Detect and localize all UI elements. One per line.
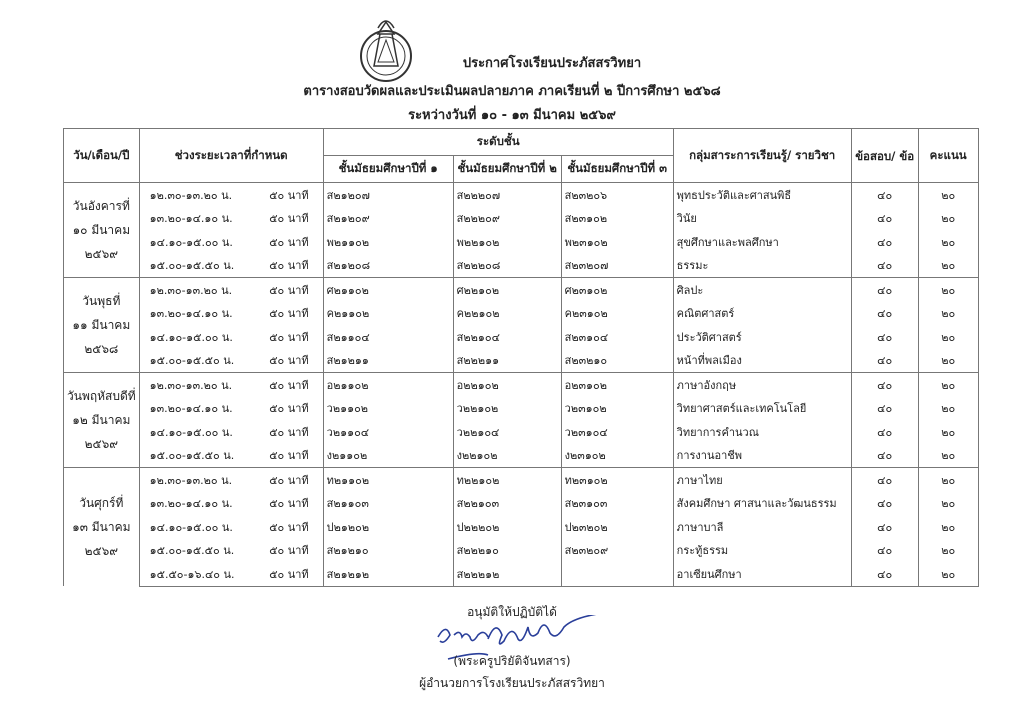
m1-code: ส๒๑๑๐๔: [323, 325, 453, 349]
score: ๒๐: [918, 230, 978, 254]
score: ๒๐: [918, 349, 978, 373]
score: ๒๐: [918, 444, 978, 468]
exam-date: [64, 183, 140, 278]
time-slot: ๑๕.๐๐-๑๕.๕๐ น.: [139, 444, 248, 468]
date-day: วันพุธที่: [82, 294, 121, 308]
score: ๒๐: [918, 207, 978, 231]
exam-schedule-table: [63, 128, 979, 587]
table-row: [64, 230, 979, 254]
score: ๒๐: [918, 302, 978, 326]
duration: ๕๐ นาที: [248, 420, 323, 444]
m1-code: ง๒๑๑๐๒: [323, 444, 453, 468]
m2-code: ท๒๒๑๐๒: [453, 468, 561, 492]
subject: สังคมศึกษา ศาสนาและวัฒนธรรม: [673, 492, 851, 516]
item-count: ๔๐: [851, 515, 918, 539]
m3-code: [561, 562, 673, 586]
m1-code: ส๒๑๒๑๒: [323, 562, 453, 586]
m2-code: ส๒๒๒๐๙: [453, 207, 561, 231]
document-title: ตารางสอบวัดผลและประเมินผลปลายภาค ภาคเรียนที่ ๒ ปีการศึกษา ๒๕๖๘: [303, 84, 721, 99]
duration: ๕๐ นาที: [248, 492, 323, 516]
duration: ๕๐ นาที: [248, 207, 323, 231]
signatory-name: (พระครูปริยัติจันทสาร): [453, 654, 571, 668]
date-day: วันพฤหัสบดีที่: [67, 389, 136, 403]
duration: ๕๐ นาที: [248, 349, 323, 373]
m1-code: ว๒๑๑๐๔: [323, 420, 453, 444]
subject: หน้าที่พลเมือง: [673, 349, 851, 373]
date-year: ๒๕๖๘: [84, 342, 119, 356]
m2-code: ส๒๒๑๐๔: [453, 325, 561, 349]
table-row: [64, 254, 979, 278]
m2-code: ส๒๒๑๐๓: [453, 492, 561, 516]
m3-code: ส๒๓๒๑๐: [561, 349, 673, 373]
item-count: ๔๐: [851, 325, 918, 349]
m1-code: ส๒๑๒๑๐: [323, 539, 453, 563]
score: ๒๐: [918, 420, 978, 444]
col-items: ข้อสอบ/ ข้อ: [851, 129, 918, 183]
m1-code: ค๒๑๑๐๒: [323, 302, 453, 326]
duration: ๕๐ นาที: [248, 539, 323, 563]
m1-code: ท๒๑๑๐๒: [323, 468, 453, 492]
col-m2: ชั้นมัธยมศึกษาปีที่ ๒: [453, 156, 561, 183]
subject: การงานอาชีพ: [673, 444, 851, 468]
m3-code: ศ๒๓๑๐๒: [561, 278, 673, 302]
m3-code: ส๒๓๒๐๙: [561, 539, 673, 563]
col-m3: ชั้นมัธยมศึกษาปีที่ ๓: [561, 156, 673, 183]
table-row: [64, 539, 979, 563]
subject: ภาษาอังกฤษ: [673, 373, 851, 397]
duration: ๕๐ นาที: [248, 562, 323, 586]
item-count: ๔๐: [851, 302, 918, 326]
subject: อาเซียนศึกษา: [673, 562, 851, 586]
m2-code: ง๒๒๑๐๒: [453, 444, 561, 468]
duration: ๕๐ นาที: [248, 444, 323, 468]
m3-code: ส๒๓๒๐๗: [561, 254, 673, 278]
table-row: [64, 325, 979, 349]
item-count: ๔๐: [851, 349, 918, 373]
score: ๒๐: [918, 562, 978, 586]
time-slot: ๑๓.๒๐-๑๔.๑๐ น.: [139, 207, 248, 231]
table-row: [64, 302, 979, 326]
m2-code: อ๒๒๑๐๒: [453, 373, 561, 397]
subject: ภาษาไทย: [673, 468, 851, 492]
m1-code: ส๒๑๒๐๘: [323, 254, 453, 278]
table-row: [64, 562, 979, 586]
item-count: ๔๐: [851, 397, 918, 421]
subject: วิทยาศาสตร์และเทคโนโลยี: [673, 397, 851, 421]
time-slot: ๑๒.๓๐-๑๓.๒๐ น.: [139, 373, 248, 397]
m2-code: ว๒๒๑๐๔: [453, 420, 561, 444]
duration: ๕๐ นาที: [248, 515, 323, 539]
m2-code: ส๒๒๒๑๑: [453, 349, 561, 373]
m3-code: ว๒๓๑๐๒: [561, 397, 673, 421]
duration: ๕๐ นาที: [248, 373, 323, 397]
time-slot: ๑๒.๓๐-๑๓.๒๐ น.: [139, 183, 248, 207]
score: ๒๐: [918, 539, 978, 563]
item-count: ๔๐: [851, 230, 918, 254]
duration: ๕๐ นาที: [248, 183, 323, 207]
item-count: ๔๐: [851, 562, 918, 586]
item-count: ๔๐: [851, 444, 918, 468]
time-slot: ๑๕.๐๐-๑๕.๕๐ น.: [139, 349, 248, 373]
table-row: [64, 515, 979, 539]
duration: ๕๐ นาที: [248, 302, 323, 326]
table-row: [64, 183, 979, 207]
m2-code: ส๒๒๒๐๘: [453, 254, 561, 278]
m2-code: ส๒๒๒๑๒: [453, 562, 561, 586]
m1-code: ส๒๑๒๑๑: [323, 349, 453, 373]
score: ๒๐: [918, 468, 978, 492]
m3-code: ส๒๓๑๐๓: [561, 492, 673, 516]
table-row: [64, 207, 979, 231]
m1-code: ส๒๑๑๐๓: [323, 492, 453, 516]
time-slot: ๑๔.๑๐-๑๕.๐๐ น.: [139, 230, 248, 254]
m3-code: อ๒๓๑๐๒: [561, 373, 673, 397]
m3-code: ว๒๓๑๐๔: [561, 420, 673, 444]
duration: ๕๐ นาที: [248, 325, 323, 349]
date-date: ๑๓ มีนาคม: [72, 520, 131, 534]
subject: ศิลปะ: [673, 278, 851, 302]
exam-date: [64, 373, 140, 468]
m3-code: ท๒๓๑๐๒: [561, 468, 673, 492]
subject: วิทยาการคำนวณ: [673, 420, 851, 444]
exam-date: [64, 278, 140, 373]
item-count: ๔๐: [851, 468, 918, 492]
item-count: ๔๐: [851, 278, 918, 302]
date-day: วันอังคารที่: [72, 199, 130, 213]
col-score: คะแนน: [918, 129, 978, 183]
score: ๒๐: [918, 254, 978, 278]
score: ๒๐: [918, 183, 978, 207]
item-count: ๔๐: [851, 254, 918, 278]
score: ๒๐: [918, 515, 978, 539]
date-date: ๑๑ มีนาคม: [72, 318, 131, 332]
m2-code: ป๒๒๒๐๒: [453, 515, 561, 539]
m3-code: ป๒๓๒๐๒: [561, 515, 673, 539]
exam-date: [64, 468, 140, 587]
m1-code: ศ๒๑๑๐๒: [323, 278, 453, 302]
m3-code: ส๒๓๑๐๒: [561, 207, 673, 231]
m3-code: ค๒๓๑๐๒: [561, 302, 673, 326]
table-row: [64, 420, 979, 444]
subject: ธรรมะ: [673, 254, 851, 278]
table-row: [64, 492, 979, 516]
subject: ภาษาบาลี: [673, 515, 851, 539]
m2-code: ศ๒๒๑๐๒: [453, 278, 561, 302]
m1-code: ส๒๑๒๐๗: [323, 183, 453, 207]
signatory-position: ผู้อำนวยการโรงเรียนประภัสสรวิทยา: [419, 676, 605, 690]
col-date: วัน/เดือน/ปี: [64, 129, 140, 183]
subject: คณิตศาสตร์: [673, 302, 851, 326]
score: ๒๐: [918, 397, 978, 421]
duration: ๕๐ นาที: [248, 230, 323, 254]
exam-period: ระหว่างวันที่ ๑๐ - ๑๓ มีนาคม ๒๕๖๙: [408, 108, 616, 123]
m2-code: พ๒๒๑๐๒: [453, 230, 561, 254]
m3-code: ส๒๓๒๐๖: [561, 183, 673, 207]
col-level: ระดับชั้น: [323, 129, 673, 156]
subject: วินัย: [673, 207, 851, 231]
m2-code: ว๒๒๑๐๒: [453, 397, 561, 421]
table-row: [64, 444, 979, 468]
time-slot: ๑๕.๐๐-๑๕.๕๐ น.: [139, 539, 248, 563]
subject: กระทู้ธรรม: [673, 539, 851, 563]
date-year: ๒๕๖๙: [84, 544, 119, 558]
item-count: ๔๐: [851, 420, 918, 444]
m1-code: พ๒๑๑๐๒: [323, 230, 453, 254]
date-year: ๒๕๖๙: [84, 437, 119, 451]
m1-code: ว๒๑๑๐๒: [323, 397, 453, 421]
duration: ๕๐ นาที: [248, 468, 323, 492]
duration: ๕๐ นาที: [248, 278, 323, 302]
m3-code: ส๒๓๑๐๔: [561, 325, 673, 349]
time-slot: ๑๔.๑๐-๑๕.๐๐ น.: [139, 515, 248, 539]
subject: สุขศึกษาและพลศึกษา: [673, 230, 851, 254]
time-slot: ๑๔.๑๐-๑๕.๐๐ น.: [139, 420, 248, 444]
item-count: ๔๐: [851, 492, 918, 516]
m2-code: ส๒๒๒๑๐: [453, 539, 561, 563]
m1-code: อ๒๑๑๐๒: [323, 373, 453, 397]
score: ๒๐: [918, 278, 978, 302]
score: ๒๐: [918, 325, 978, 349]
time-slot: ๑๒.๓๐-๑๓.๒๐ น.: [139, 278, 248, 302]
item-count: ๔๐: [851, 207, 918, 231]
score: ๒๐: [918, 492, 978, 516]
item-count: ๔๐: [851, 539, 918, 563]
m1-code: ส๒๑๒๐๙: [323, 207, 453, 231]
date-date: ๑๐ มีนาคม: [72, 223, 131, 237]
subject: พุทธประวัติและศาสนพิธี: [673, 183, 851, 207]
m2-code: ส๒๒๒๐๗: [453, 183, 561, 207]
date-year: ๒๕๖๙: [84, 247, 119, 261]
duration: ๕๐ นาที: [248, 397, 323, 421]
col-subject: กลุ่มสาระการเรียนรู้/ รายวิชา: [673, 129, 851, 183]
table-row: [64, 397, 979, 421]
score: ๒๐: [918, 373, 978, 397]
item-count: ๔๐: [851, 373, 918, 397]
date-day: วันศุกร์ที่: [79, 496, 124, 510]
table-row: [64, 349, 979, 373]
time-slot: ๑๓.๒๐-๑๔.๑๐ น.: [139, 302, 248, 326]
school-logo: [350, 14, 422, 84]
m3-code: พ๒๓๑๐๒: [561, 230, 673, 254]
approval-text: อนุมัติให้ปฏิบัติได้: [467, 605, 557, 619]
time-slot: ๑๒.๓๐-๑๓.๒๐ น.: [139, 468, 248, 492]
table-row: [64, 373, 979, 397]
time-slot: ๑๕.๐๐-๑๕.๕๐ น.: [139, 254, 248, 278]
m2-code: ค๒๒๑๐๒: [453, 302, 561, 326]
table-row: [64, 278, 979, 302]
date-date: ๑๒ มีนาคม: [72, 413, 131, 427]
m1-code: ป๒๑๒๐๒: [323, 515, 453, 539]
col-m1: ชั้นมัธยมศึกษาปีที่ ๑: [323, 156, 453, 183]
time-slot: ๑๓.๒๐-๑๔.๑๐ น.: [139, 492, 248, 516]
table-row: [64, 468, 979, 492]
time-slot: ๑๕.๕๐-๑๖.๔๐ น.: [139, 562, 248, 586]
item-count: ๔๐: [851, 183, 918, 207]
time-slot: ๑๔.๑๐-๑๕.๐๐ น.: [139, 325, 248, 349]
col-time: ช่วงระยะเวลาที่กำหนด: [139, 129, 323, 183]
duration: ๕๐ นาที: [248, 254, 323, 278]
m3-code: ง๒๓๑๐๒: [561, 444, 673, 468]
time-slot: ๑๓.๒๐-๑๔.๑๐ น.: [139, 397, 248, 421]
subject: ประวัติศาสตร์: [673, 325, 851, 349]
school-announcement: ประกาศโรงเรียนประภัสสรวิทยา: [462, 56, 642, 71]
